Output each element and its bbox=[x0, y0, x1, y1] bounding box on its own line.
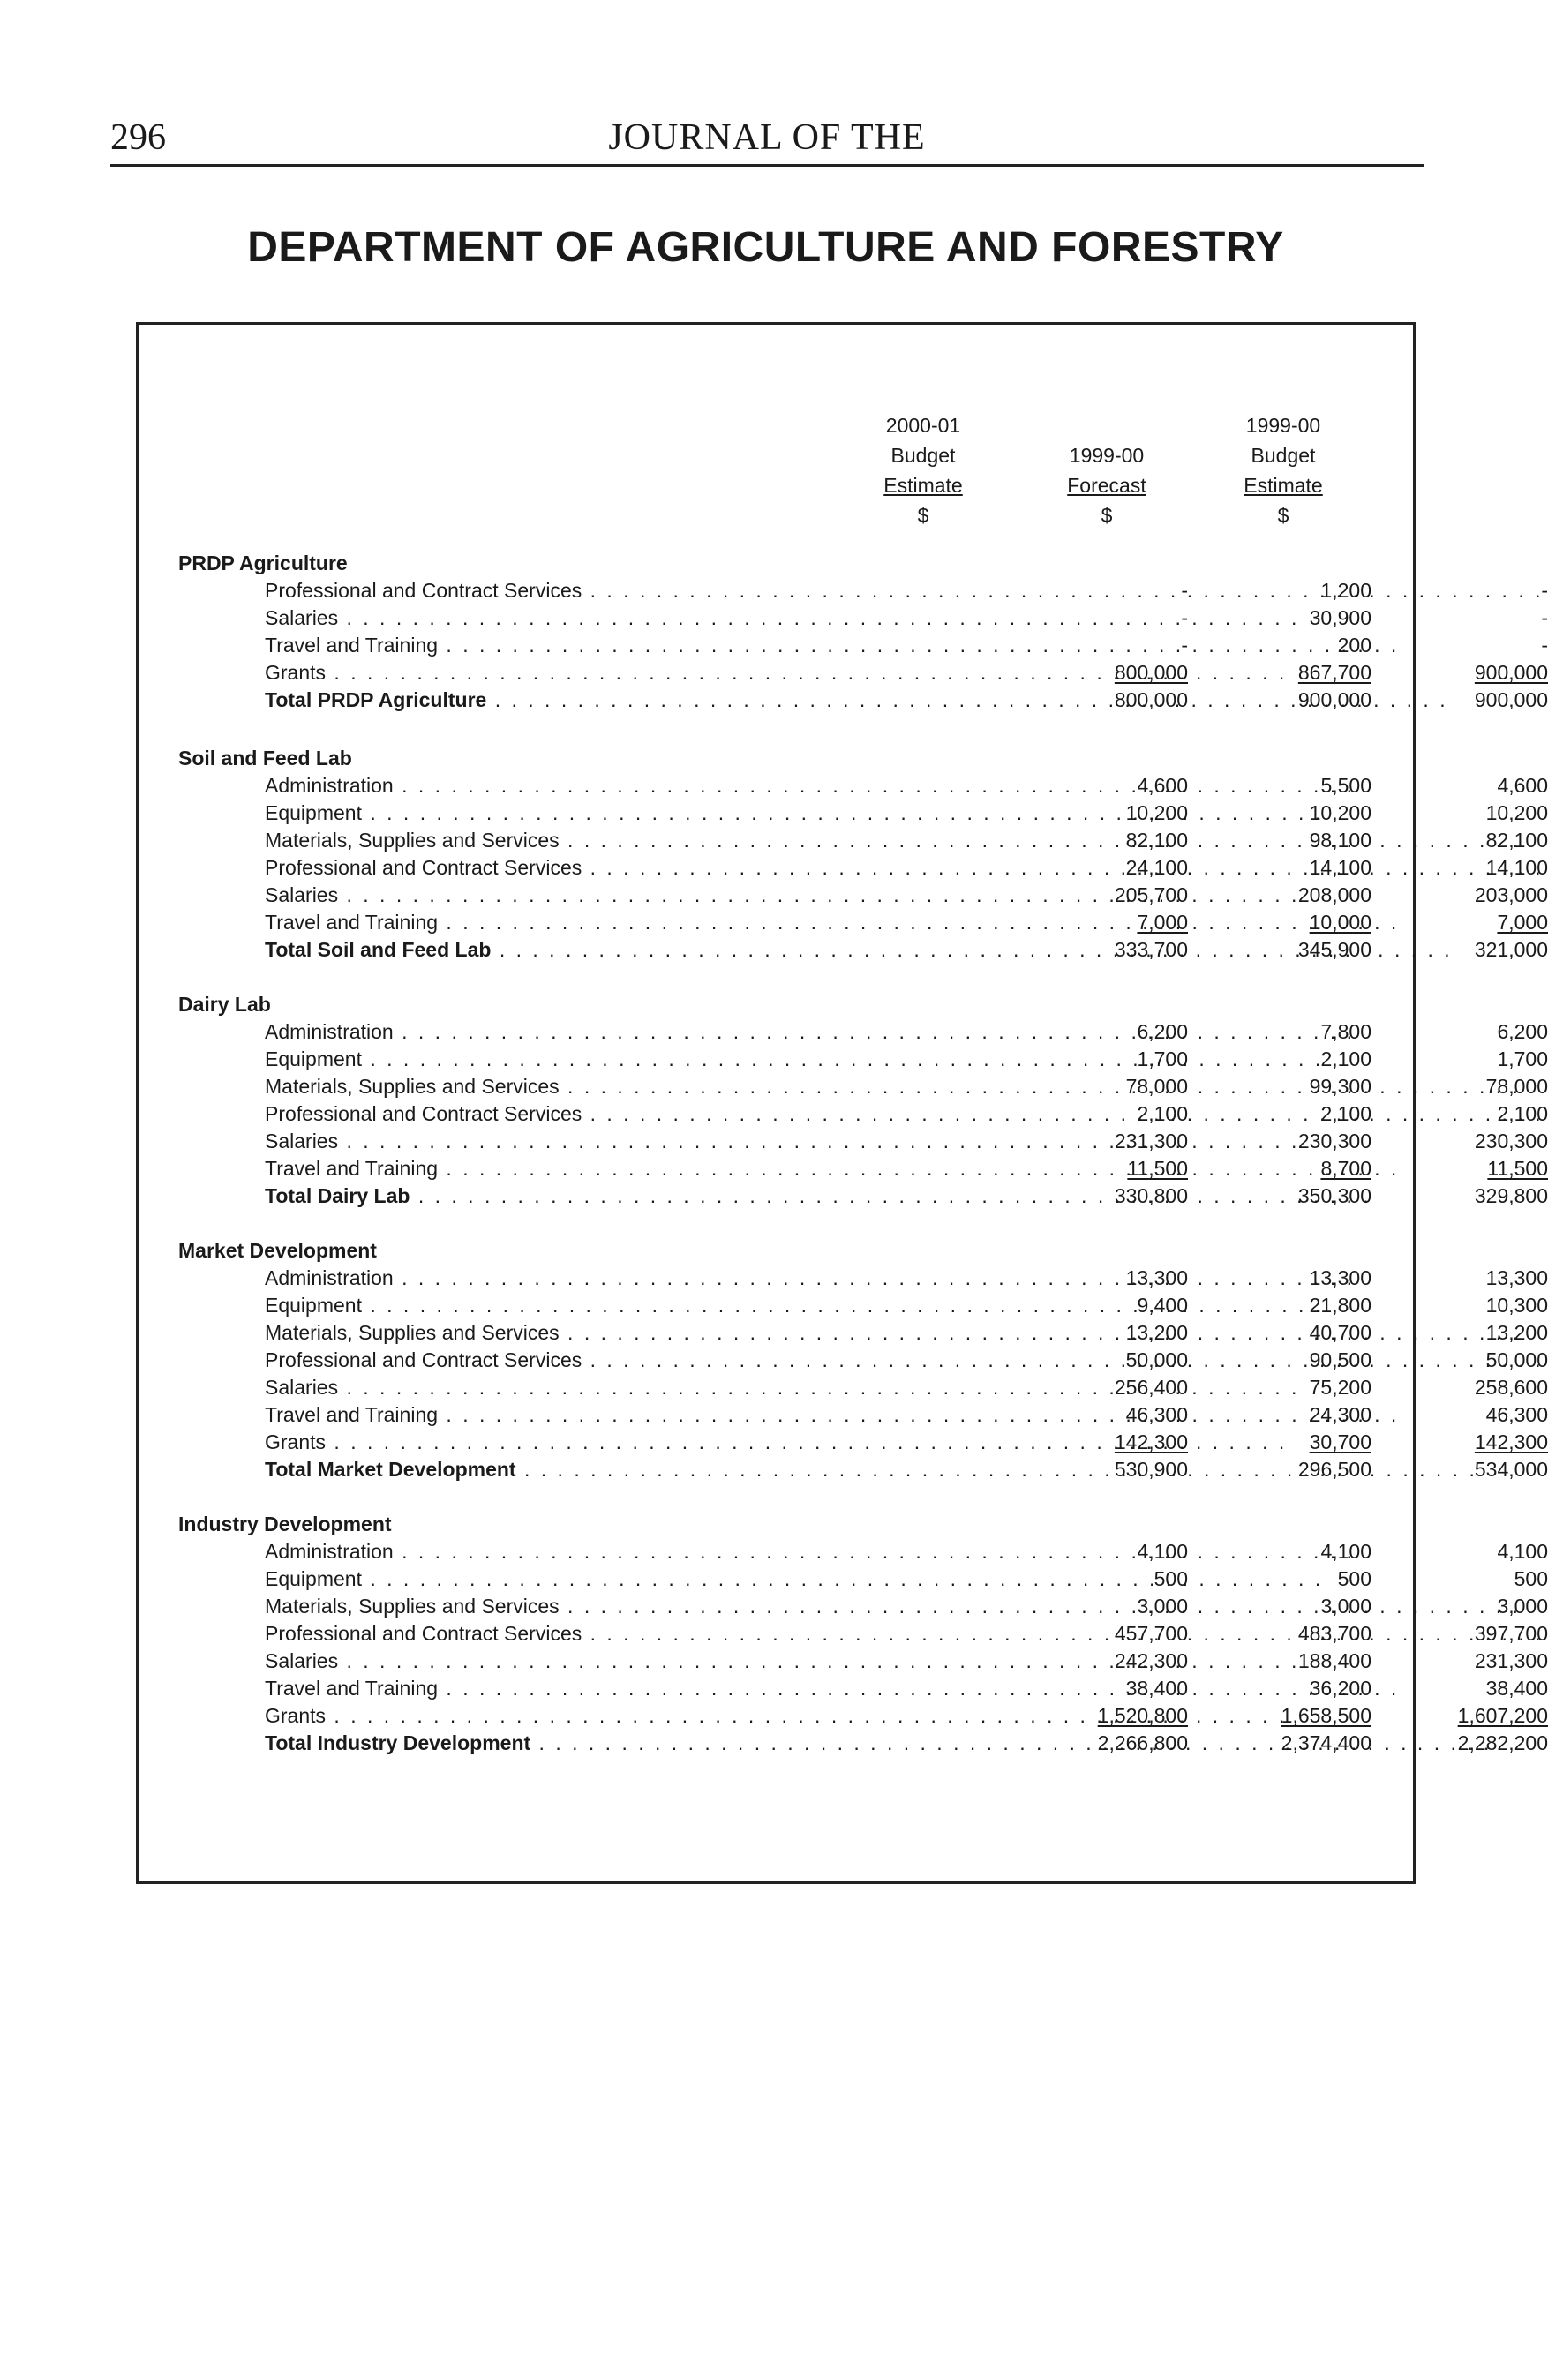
column-header-line: Forecast bbox=[1067, 474, 1146, 497]
row-label: Grants . . . bbox=[265, 661, 830, 685]
row-value: 329,800 bbox=[1474, 1184, 1548, 1207]
row-value: 2,100 bbox=[1137, 1102, 1188, 1125]
row-value: 11,500 bbox=[1127, 1157, 1188, 1180]
row-value: 6,200 bbox=[1497, 1020, 1548, 1043]
row-value: 30,700 bbox=[1309, 1430, 1371, 1453]
row-value: 7,800 bbox=[1320, 1020, 1371, 1043]
row-value: 2,266,800 bbox=[1097, 1731, 1188, 1754]
row-label: Equipment . . . bbox=[265, 1047, 830, 1071]
row-value: 1,607,200 bbox=[1457, 1704, 1548, 1727]
row-value: 38,400 bbox=[1125, 1677, 1188, 1700]
row-value: - bbox=[1541, 634, 1548, 657]
row-value: 534,000 bbox=[1474, 1458, 1548, 1481]
row-value: 82,100 bbox=[1125, 829, 1188, 852]
row-label: Travel and Training . . . bbox=[265, 1157, 830, 1181]
row-value: 188,400 bbox=[1297, 1649, 1371, 1672]
row-value: - bbox=[1181, 579, 1188, 602]
row-value: 75,200 bbox=[1309, 1376, 1371, 1399]
row-value: 36,200 bbox=[1309, 1677, 1371, 1700]
row-label: Total Market Development . . . bbox=[265, 1458, 830, 1482]
row-value: 10,200 bbox=[1125, 801, 1188, 824]
row-value: 1,700 bbox=[1497, 1047, 1548, 1070]
row-value: 231,300 bbox=[1474, 1649, 1548, 1672]
row-value: 11,500 bbox=[1487, 1157, 1548, 1180]
row-label: Professional and Contract Services . . . bbox=[265, 1348, 830, 1372]
row-value: 9,400 bbox=[1137, 1294, 1188, 1317]
row-label: Materials, Supplies and Services . . . bbox=[265, 1321, 830, 1345]
row-value: 21,800 bbox=[1309, 1294, 1371, 1317]
row-value: 1,200 bbox=[1320, 579, 1371, 602]
row-value: 38,400 bbox=[1485, 1677, 1548, 1700]
row-value: 3,000 bbox=[1137, 1595, 1188, 1618]
row-value: 10,000 bbox=[1309, 911, 1371, 934]
row-value: 200 bbox=[1337, 634, 1371, 657]
row-value: 500 bbox=[1153, 1567, 1188, 1590]
row-label: Salaries . . . bbox=[265, 1649, 830, 1673]
row-value: 242,300 bbox=[1114, 1649, 1188, 1672]
row-label: Total Soil and Feed Lab . . . bbox=[265, 938, 830, 962]
row-value: 78,000 bbox=[1125, 1075, 1188, 1098]
row-label: Professional and Contract Services . . . bbox=[265, 1102, 830, 1126]
running-head bbox=[110, 115, 1424, 167]
row-value: 203,000 bbox=[1474, 883, 1548, 906]
row-value: 14,100 bbox=[1309, 856, 1371, 879]
row-label: Salaries . . . bbox=[265, 606, 830, 630]
row-value: 8,700 bbox=[1320, 1157, 1371, 1180]
row-label: Materials, Supplies and Services . . . bbox=[265, 1075, 830, 1099]
row-value: 99,300 bbox=[1309, 1075, 1371, 1098]
row-label: Equipment . . . bbox=[265, 1294, 830, 1318]
row-value: 24,100 bbox=[1125, 856, 1188, 879]
row-value: 500 bbox=[1337, 1567, 1371, 1590]
row-value: 3,000 bbox=[1320, 1595, 1371, 1618]
row-value: - bbox=[1541, 606, 1548, 629]
row-value: 230,300 bbox=[1297, 1130, 1371, 1152]
row-label: Travel and Training . . . bbox=[265, 911, 830, 935]
section-heading: Dairy Lab bbox=[178, 993, 271, 1016]
row-value: 90,500 bbox=[1309, 1348, 1371, 1371]
row-value: 4,600 bbox=[1137, 774, 1188, 797]
row-label: Salaries . . . bbox=[265, 1376, 830, 1400]
row-value: 483,700 bbox=[1297, 1622, 1371, 1645]
column-header-unit: $ bbox=[917, 504, 929, 527]
row-label: Total Dairy Lab . . . bbox=[265, 1184, 830, 1208]
section-heading: PRDP Agriculture bbox=[178, 552, 348, 574]
row-label: Total Industry Development . . . bbox=[265, 1731, 830, 1755]
row-value: 800,000 bbox=[1114, 688, 1188, 711]
row-label: Administration . . . bbox=[265, 1266, 830, 1290]
row-value: 13,200 bbox=[1125, 1321, 1188, 1344]
row-value: 40,700 bbox=[1309, 1321, 1371, 1344]
row-label: Travel and Training . . . bbox=[265, 1403, 830, 1427]
column-header-line bbox=[1018, 410, 1195, 440]
row-value: 350,300 bbox=[1297, 1184, 1371, 1207]
row-label: Grants . . . bbox=[265, 1430, 830, 1454]
column-header-line: Estimate bbox=[883, 474, 963, 497]
row-value: 333,700 bbox=[1114, 938, 1188, 961]
row-label: Travel and Training . . . bbox=[265, 1677, 830, 1701]
row-value: 867,700 bbox=[1297, 661, 1371, 684]
row-value: 10,200 bbox=[1309, 801, 1371, 824]
row-value: 10,200 bbox=[1485, 801, 1548, 824]
row-value: 231,300 bbox=[1114, 1130, 1188, 1152]
row-label: Salaries . . . bbox=[265, 1130, 830, 1153]
column-header-line: Budget bbox=[890, 444, 956, 467]
column-header-line: 1999-00 bbox=[1069, 444, 1145, 467]
column-header-unit: $ bbox=[1101, 504, 1113, 527]
row-value: 1,520,800 bbox=[1097, 1704, 1188, 1727]
row-value: 345,900 bbox=[1297, 938, 1371, 961]
column-header-unit: $ bbox=[1277, 504, 1289, 527]
journal-title: JOURNAL OF THE bbox=[608, 117, 926, 158]
row-value: 5,500 bbox=[1320, 774, 1371, 797]
row-value: 258,600 bbox=[1474, 1376, 1548, 1399]
row-value: 6,200 bbox=[1137, 1020, 1188, 1043]
section-heading: Soil and Feed Lab bbox=[178, 747, 352, 770]
row-value: 4,100 bbox=[1320, 1540, 1371, 1563]
row-value: - bbox=[1181, 634, 1188, 657]
row-value: 13,200 bbox=[1485, 1321, 1548, 1344]
row-label: Professional and Contract Services . . . bbox=[265, 1622, 830, 1646]
row-value: 321,000 bbox=[1474, 938, 1548, 961]
row-label: Professional and Contract Services . . . bbox=[265, 856, 830, 880]
row-value: 900,000 bbox=[1474, 688, 1548, 711]
column-header-line: 2000-01 bbox=[885, 414, 961, 437]
row-value: 208,000 bbox=[1297, 883, 1371, 906]
row-value: 296,500 bbox=[1297, 1458, 1371, 1481]
row-value: 4,100 bbox=[1497, 1540, 1548, 1563]
column-header-1999-00-budget-estimate bbox=[1195, 410, 1371, 530]
row-value: - bbox=[1181, 606, 1188, 629]
row-label: Materials, Supplies and Services . . . bbox=[265, 829, 830, 852]
row-value: 500 bbox=[1514, 1567, 1548, 1590]
row-value: 900,000 bbox=[1474, 661, 1548, 684]
section-heading: Market Development bbox=[178, 1239, 377, 1262]
row-value: 230,300 bbox=[1474, 1130, 1548, 1152]
row-value: 78,000 bbox=[1485, 1075, 1548, 1098]
row-label: Salaries . . . bbox=[265, 883, 830, 907]
column-header-2000-01-budget-estimate bbox=[835, 410, 1011, 530]
row-value: 98,100 bbox=[1309, 829, 1371, 852]
page-number: 296 bbox=[110, 117, 166, 158]
row-value: 46,300 bbox=[1125, 1403, 1188, 1426]
row-value: 397,700 bbox=[1474, 1622, 1548, 1645]
row-value: - bbox=[1541, 579, 1548, 602]
row-value: 3,000 bbox=[1497, 1595, 1548, 1618]
row-value: 1,658,500 bbox=[1281, 1704, 1371, 1727]
row-value: 2,100 bbox=[1320, 1047, 1371, 1070]
row-value: 142,300 bbox=[1114, 1430, 1188, 1453]
row-value: 205,700 bbox=[1114, 883, 1188, 906]
column-header-line: 1999-00 bbox=[1245, 414, 1321, 437]
row-value: 2,282,200 bbox=[1457, 1731, 1548, 1754]
row-value: 330,800 bbox=[1114, 1184, 1188, 1207]
column-header-line: Budget bbox=[1251, 444, 1316, 467]
row-label: Equipment . . . bbox=[265, 1567, 830, 1591]
row-value: 7,000 bbox=[1497, 911, 1548, 934]
column-header-1999-00-forecast bbox=[1018, 410, 1195, 530]
column-header-line: Estimate bbox=[1244, 474, 1323, 497]
row-value: 46,300 bbox=[1485, 1403, 1548, 1426]
row-label: Administration . . . bbox=[265, 774, 830, 798]
row-value: 50,000 bbox=[1485, 1348, 1548, 1371]
row-label: Professional and Contract Services . . . bbox=[265, 579, 830, 603]
row-value: 82,100 bbox=[1485, 829, 1548, 852]
row-value: 2,100 bbox=[1320, 1102, 1371, 1125]
row-value: 2,100 bbox=[1497, 1102, 1548, 1125]
row-value: 2,374,400 bbox=[1281, 1731, 1371, 1754]
section-heading: Industry Development bbox=[178, 1513, 392, 1535]
row-value: 530,900 bbox=[1114, 1458, 1188, 1481]
row-value: 50,000 bbox=[1125, 1348, 1188, 1371]
row-label: Administration . . . bbox=[265, 1020, 830, 1044]
row-value: 7,000 bbox=[1137, 911, 1188, 934]
row-value: 13,300 bbox=[1125, 1266, 1188, 1289]
row-value: 457,700 bbox=[1114, 1622, 1188, 1645]
row-label: Equipment . . . bbox=[265, 801, 830, 825]
row-value: 900,000 bbox=[1297, 688, 1371, 711]
row-value: 800,000 bbox=[1114, 661, 1188, 684]
row-label: Travel and Training . . . bbox=[265, 634, 830, 657]
row-value: 30,900 bbox=[1309, 606, 1371, 629]
row-label: Total PRDP Agriculture . . . bbox=[265, 688, 830, 712]
row-value: 24,300 bbox=[1309, 1403, 1371, 1426]
row-value: 142,300 bbox=[1474, 1430, 1548, 1453]
row-value: 10,300 bbox=[1485, 1294, 1548, 1317]
row-label: Materials, Supplies and Services . . . bbox=[265, 1595, 830, 1618]
row-label: Administration . . . bbox=[265, 1540, 830, 1564]
row-value: 13,300 bbox=[1309, 1266, 1371, 1289]
row-value: 4,600 bbox=[1497, 774, 1548, 797]
row-value: 4,100 bbox=[1137, 1540, 1188, 1563]
row-value: 14,100 bbox=[1485, 856, 1548, 879]
row-value: 256,400 bbox=[1114, 1376, 1188, 1399]
row-value: 13,300 bbox=[1485, 1266, 1548, 1289]
row-label: Grants . . . bbox=[265, 1704, 830, 1728]
page-title: DEPARTMENT OF AGRICULTURE AND FORESTRY bbox=[247, 224, 1284, 271]
row-value: 1,700 bbox=[1137, 1047, 1188, 1070]
